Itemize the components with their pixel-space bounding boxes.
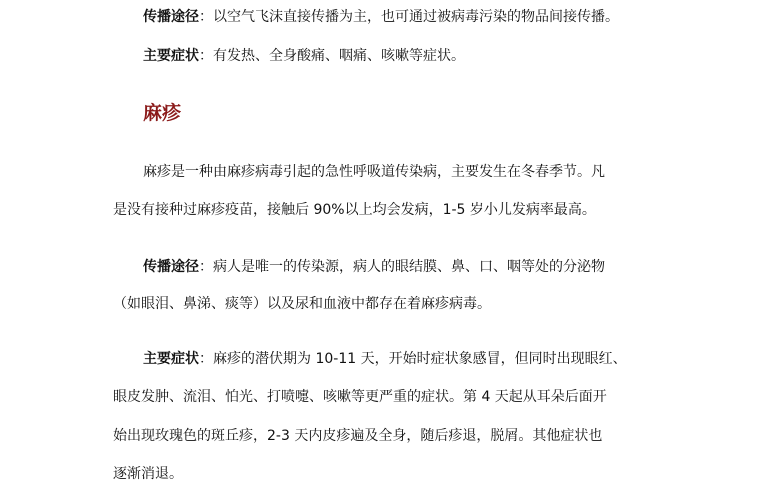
symptoms-label: 主要症状 bbox=[143, 48, 199, 64]
intro-line-1: 麻疹是一种由麻疹病毒引起的急性呼吸道传染病，主要发生在冬春季节。凡 bbox=[143, 164, 605, 180]
flu-symptoms-paragraph bbox=[143, 46, 465, 66]
symptoms-line-2: 眼皮发肿、流泪、怕光、打喷嚏、咳嗽等更严重的症状。第 4 天起从耳朵后面开 bbox=[113, 389, 607, 405]
measles-transmission-text: ：病人是唯一的传染源，病人的眼结膜、鼻、口、咽等处的分泌物 bbox=[199, 259, 605, 275]
intro-line-2: 是没有接种过麻疹疫苗，接触后 90%以上均会发病，1-5 岁小儿发病率最高。 bbox=[113, 202, 596, 218]
symptoms-line-3: 始出现玫瑰色的斑丘疹，2-3 天内皮疹遍及全身，随后疹退，脱屑。其他症状也 bbox=[113, 428, 603, 444]
transmission-line-2: （如眼泪、鼻涕、痰等）以及尿和血液中都存在着麻疹病毒。 bbox=[113, 296, 491, 312]
symptoms-text: ：有发热、全身酸痛、咽痛、咳嗽等症状。 bbox=[199, 48, 465, 64]
measles-symptoms-label: 主要症状 bbox=[143, 351, 199, 367]
measles-symptoms-text: ：麻疹的潜伏期为 10-11 天，开始时症状象感冒，但同时出现眼红、 bbox=[199, 351, 627, 367]
symptoms-line-4: 逐渐消退。 bbox=[113, 466, 183, 482]
transmission-line-1 bbox=[143, 257, 605, 277]
flu-transmission-paragraph bbox=[143, 7, 619, 27]
measles-transmission-label: 传播途径 bbox=[143, 259, 199, 275]
transmission-label: 传播途径 bbox=[143, 9, 199, 25]
symptoms-line-1 bbox=[143, 349, 627, 369]
section-heading-measles: 麻疹 bbox=[143, 102, 182, 124]
transmission-text: ：以空气飞沫直接传播为主，也可通过被病毒污染的物品间接传播。 bbox=[199, 9, 619, 25]
